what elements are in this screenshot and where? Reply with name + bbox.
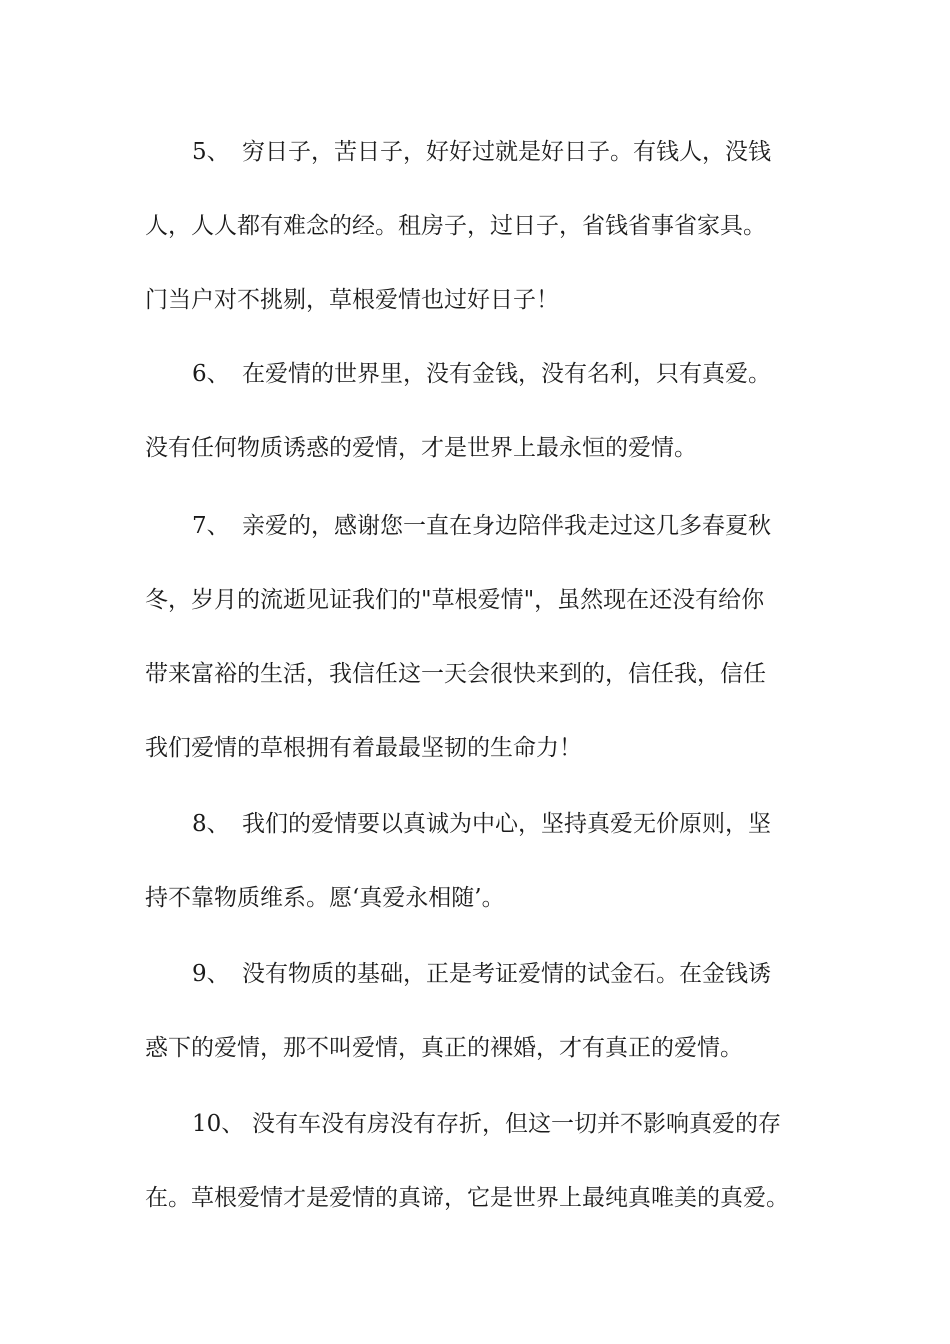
paragraph-number: 6、 <box>192 361 230 387</box>
line-text: 在爱情的世界里，没有金钱，没有名利，只有真爱。 <box>242 361 771 387</box>
paragraph-5-line-3: 门当户对不挑剔，草根爱情也过好日子！ <box>145 287 559 313</box>
line-text: 没有物质的基础，正是考证爱情的试金石。在金钱诱 <box>242 961 771 987</box>
paragraph-8-line-2: 持不靠物质维系。愿‘真爱永相随’。 <box>145 885 505 911</box>
paragraph-number: 5、 <box>192 139 230 165</box>
paragraph-number: 7、 <box>192 513 230 539</box>
paragraph-7-line-1 <box>192 506 810 546</box>
paragraph-8-line-1 <box>192 804 810 844</box>
paragraph-6-line-1 <box>192 354 810 394</box>
paragraph-7-line-2: 冬，岁月的流逝见证我们的"草根爱情"，虽然现在还没有给你 <box>145 587 765 613</box>
line-text: 穷日子，苦日子，好好过就是好日子。有钱人，没钱 <box>242 139 771 165</box>
paragraph-7-line-3: 带来富裕的生活，我信任这一天会很快来到的，信任我，信任 <box>145 661 766 687</box>
paragraph-6-line-2: 没有任何物质诱惑的爱情，才是世界上最永恒的爱情。 <box>145 435 697 461</box>
paragraph-number: 9、 <box>192 961 230 987</box>
paragraph-9-line-1 <box>192 954 810 994</box>
paragraph-5-line-1 <box>192 132 810 172</box>
line-text: 没有车没有房没有存折，但这一切并不影响真爱的存 <box>252 1111 781 1137</box>
line-text: 亲爱的，感谢您一直在身边陪伴我走过这几多春夏秋 <box>242 513 771 539</box>
paragraph-number: 10、 <box>192 1111 245 1137</box>
paragraph-10-line-1 <box>192 1104 810 1144</box>
line-text: 我们的爱情要以真诚为中心，坚持真爱无价原则，坚 <box>242 811 771 837</box>
paragraph-9-line-2: 惑下的爱情，那不叫爱情，真正的裸婚，才有真正的爱情。 <box>145 1035 743 1061</box>
paragraph-number: 8、 <box>192 811 230 837</box>
paragraph-10-line-2: 在。草根爱情才是爱情的真谛，它是世界上最纯真唯美的真爱。 <box>145 1185 789 1211</box>
paragraph-5-line-2: 人，人人都有难念的经。租房子，过日子，省钱省事省家具。 <box>145 213 766 239</box>
paragraph-7-line-4: 我们爱情的草根拥有着最最坚韧的生命力！ <box>145 735 582 761</box>
